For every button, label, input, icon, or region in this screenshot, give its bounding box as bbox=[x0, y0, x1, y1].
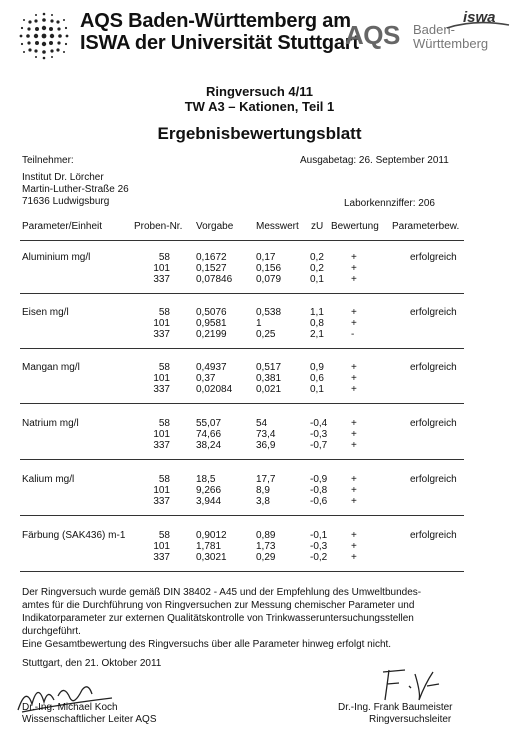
z-score: -0,1 bbox=[310, 530, 328, 541]
probe-number: 337 bbox=[153, 552, 170, 563]
participant-label: Teilnehmer: bbox=[22, 155, 74, 166]
doc-title-ringversuch: Ringversuch 4/11 bbox=[206, 84, 313, 99]
header-title-line2: ISWA der Universität Stuttgart bbox=[80, 32, 359, 54]
col-header-probe: Proben-Nr. bbox=[134, 221, 183, 232]
footer-text-2: amtes für die Durchführung von Ringversuchen zur Messung chemischer Parameter und bbox=[22, 600, 415, 611]
sig-left-name: Dr.-Ing. Michael Koch bbox=[22, 702, 118, 713]
col-header-parambew: Parameterbew. bbox=[392, 221, 460, 232]
probe-number: 58 bbox=[158, 307, 170, 318]
measured-value: 0,156 bbox=[256, 263, 282, 274]
target-value: 74,66 bbox=[196, 429, 222, 440]
z-score: 1,1 bbox=[310, 307, 324, 318]
target-value: 55,07 bbox=[196, 418, 222, 429]
rating: + bbox=[351, 485, 357, 496]
parameter-result: erfolgreich bbox=[410, 530, 457, 541]
rating: + bbox=[351, 318, 357, 329]
target-value: 0,07846 bbox=[196, 274, 233, 285]
z-score: 0,1 bbox=[310, 384, 324, 395]
col-header-bewertung: Bewertung bbox=[331, 221, 379, 232]
measured-value: 0,29 bbox=[256, 552, 276, 563]
measured-value: 36,9 bbox=[256, 440, 276, 451]
address-line1: Institut Dr. Lörcher bbox=[22, 172, 104, 183]
target-value: 0,1672 bbox=[196, 252, 227, 263]
group-divider bbox=[20, 515, 464, 516]
target-value: 18,5 bbox=[196, 474, 216, 485]
target-value: 0,4937 bbox=[196, 362, 227, 373]
col-header-vorgabe: Vorgabe bbox=[196, 221, 234, 232]
place-date: Stuttgart, den 21. Oktober 2011 bbox=[22, 658, 162, 669]
parameter-result: erfolgreich bbox=[410, 307, 457, 318]
probe-number: 58 bbox=[158, 530, 170, 541]
probe-number: 101 bbox=[153, 485, 170, 496]
z-score: 0,2 bbox=[310, 252, 324, 263]
group-divider bbox=[20, 571, 464, 572]
z-score: 0,8 bbox=[310, 318, 324, 329]
probe-number: 101 bbox=[153, 318, 170, 329]
parameter-name: Mangan mg/l bbox=[22, 362, 80, 373]
probe-number: 58 bbox=[158, 362, 170, 373]
sig-left-role: Wissenschaftlicher Leiter AQS bbox=[22, 714, 157, 725]
z-score: -0,9 bbox=[310, 474, 328, 485]
parameter-name: Färbung (SAK436) m-1 bbox=[22, 530, 126, 541]
probe-number: 337 bbox=[153, 384, 170, 395]
target-value: 0,3021 bbox=[196, 552, 227, 563]
doc-title-subtitle: TW A3 – Kationen, Teil 1 bbox=[184, 99, 335, 114]
lab-code: Laborkennziffer: 206 bbox=[344, 198, 435, 209]
rating: + bbox=[351, 384, 357, 395]
measured-value: 0,89 bbox=[256, 530, 276, 541]
measured-value: 8,9 bbox=[256, 485, 270, 496]
measured-value: 0,538 bbox=[256, 307, 282, 318]
target-value: 3,944 bbox=[196, 496, 222, 507]
rating: + bbox=[351, 362, 357, 373]
z-score: -0,3 bbox=[310, 429, 328, 440]
parameter-result: erfolgreich bbox=[410, 362, 457, 373]
signature-right bbox=[375, 664, 445, 704]
rating: + bbox=[351, 552, 357, 563]
target-value: 0,1527 bbox=[196, 263, 227, 274]
probe-number: 337 bbox=[153, 496, 170, 507]
probe-number: 101 bbox=[153, 429, 170, 440]
rating: + bbox=[351, 418, 357, 429]
target-value: 0,5076 bbox=[196, 307, 227, 318]
target-value: 38,24 bbox=[196, 440, 222, 451]
group-divider bbox=[20, 403, 464, 404]
probe-number: 337 bbox=[153, 329, 170, 340]
footer-text-4: durchgeführt. bbox=[22, 626, 81, 637]
probe-number: 337 bbox=[153, 440, 170, 451]
rating: + bbox=[351, 252, 357, 263]
probe-number: 101 bbox=[153, 373, 170, 384]
iswa-logo-text: iswa bbox=[463, 9, 496, 26]
z-score: 0,6 bbox=[310, 373, 324, 384]
probe-number: 58 bbox=[158, 418, 170, 429]
rating: + bbox=[351, 530, 357, 541]
parameter-result: erfolgreich bbox=[410, 474, 457, 485]
col-header-messwert: Messwert bbox=[256, 221, 299, 232]
aqs-logo-wuerttemberg: Württemberg bbox=[413, 36, 489, 51]
measured-value: 0,079 bbox=[256, 274, 282, 285]
rating: + bbox=[351, 541, 357, 552]
parameter-name: Aluminium mg/l bbox=[22, 252, 91, 263]
issue-date: Ausgabetag: 26. September 2011 bbox=[300, 155, 449, 166]
z-score: -0,6 bbox=[310, 496, 328, 507]
sig-right-name: Dr.-Ing. Frank Baumeister bbox=[338, 702, 453, 713]
rating: - bbox=[351, 329, 355, 340]
measured-value: 17,7 bbox=[256, 474, 276, 485]
rating: + bbox=[351, 474, 357, 485]
measured-value: 0,517 bbox=[256, 362, 282, 373]
z-score: 0,1 bbox=[310, 274, 324, 285]
footer-text-5: Eine Gesamtbewertung des Ringversuchs über alle Parameter hinweg erfolgt nicht. bbox=[22, 639, 392, 650]
z-score: -0,2 bbox=[310, 552, 328, 563]
rating: + bbox=[351, 496, 357, 507]
group-divider bbox=[20, 293, 464, 294]
z-score: -0,7 bbox=[310, 440, 328, 451]
measured-value: 3,8 bbox=[256, 496, 270, 507]
z-score: 0,2 bbox=[310, 263, 324, 274]
target-value: 9,266 bbox=[196, 485, 222, 496]
target-value: 0,9581 bbox=[196, 318, 227, 329]
target-value: 0,02084 bbox=[196, 384, 233, 395]
parameter-name: Kalium mg/l bbox=[22, 474, 75, 485]
z-score: 0,9 bbox=[310, 362, 324, 373]
parameter-name: Eisen mg/l bbox=[22, 307, 69, 318]
probe-number: 101 bbox=[153, 541, 170, 552]
measured-value: 0,17 bbox=[256, 252, 276, 263]
rating: + bbox=[351, 440, 357, 451]
z-score: -0,3 bbox=[310, 541, 328, 552]
parameter-result: erfolgreich bbox=[410, 418, 457, 429]
measured-value: 54 bbox=[256, 418, 268, 429]
measured-value: 1,73 bbox=[256, 541, 276, 552]
aqs-logo-text: AQS bbox=[345, 20, 400, 50]
rating: + bbox=[351, 373, 357, 384]
parameter-name: Natrium mg/l bbox=[22, 418, 79, 429]
doc-title-main: Ergebnisbewertungsblatt bbox=[157, 124, 362, 143]
iswa-dot-logo bbox=[14, 10, 76, 62]
rating: + bbox=[351, 263, 357, 274]
target-value: 1,781 bbox=[196, 541, 222, 552]
probe-number: 58 bbox=[158, 252, 170, 263]
group-divider bbox=[20, 348, 464, 349]
col-header-z: zU bbox=[311, 221, 324, 232]
z-score: 2,1 bbox=[310, 329, 324, 340]
measured-value: 0,381 bbox=[256, 373, 282, 384]
measured-value: 0,25 bbox=[256, 329, 276, 340]
group-divider bbox=[20, 459, 464, 460]
iswa-swoosh-icon bbox=[445, 18, 511, 30]
sig-right-role: Ringversuchsleiter bbox=[369, 714, 452, 725]
header-divider bbox=[20, 240, 464, 241]
probe-number: 58 bbox=[158, 474, 170, 485]
rating: + bbox=[351, 429, 357, 440]
col-header-param: Parameter/Einheit bbox=[22, 221, 103, 232]
rating: + bbox=[351, 274, 357, 285]
probe-number: 101 bbox=[153, 263, 170, 274]
measured-value: 73,4 bbox=[256, 429, 276, 440]
footer-text-1: Der Ringversuch wurde gemäß DIN 38402 - A45 und der Empfehlung des Umweltbundes- bbox=[22, 587, 422, 598]
address-line3: 71636 Ludwigsburg bbox=[22, 196, 110, 207]
target-value: 0,37 bbox=[196, 373, 216, 384]
z-score: -0,4 bbox=[310, 418, 328, 429]
parameter-result: erfolgreich bbox=[410, 252, 457, 263]
target-value: 0,2199 bbox=[196, 329, 227, 340]
z-score: -0,8 bbox=[310, 485, 328, 496]
probe-number: 337 bbox=[153, 274, 170, 285]
target-value: 0,9012 bbox=[196, 530, 227, 541]
header-title-line1: AQS Baden-Württemberg am bbox=[80, 10, 351, 32]
aqs-logo-baden: Baden- bbox=[413, 22, 455, 37]
measured-value: 0,021 bbox=[256, 384, 282, 395]
aqs-logo bbox=[345, 9, 515, 60]
measured-value: 1 bbox=[256, 318, 262, 329]
rating: + bbox=[351, 307, 357, 318]
address-line2: Martin-Luther-Straße 26 bbox=[22, 184, 129, 195]
footer-text-3: Indikatorparameter zur externen Qualitätskontrolle von Trinkwasseruntersuchungsstellen bbox=[22, 613, 414, 624]
